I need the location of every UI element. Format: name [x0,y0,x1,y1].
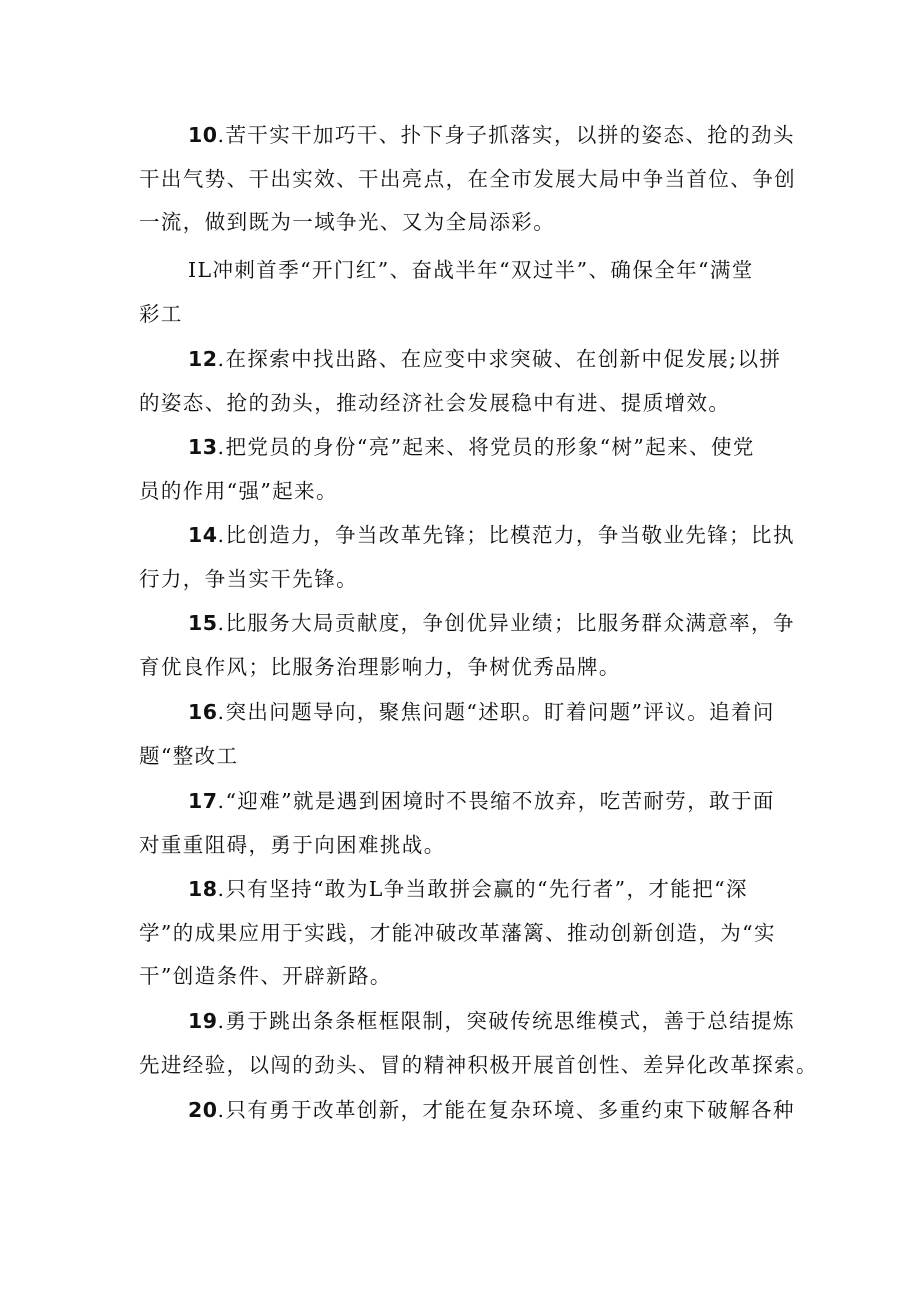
paragraph-line: 彩工 [139,301,183,326]
paragraph-line: 干”创造条件、开辟新路。 [139,964,392,988]
paragraph-number: 17 [188,789,218,813]
paragraph-number: 19 [188,1009,218,1033]
paragraph-number: 20 [188,1098,218,1122]
line-text: .把党员的身份“亮”起来、将党员的形象“树”起来、使党 [217,435,755,459]
paragraph-number: 18 [188,877,218,901]
paragraph-13 [139,426,799,513]
line-text: .苦干实干加巧干、扑下身子抓落实，以拼的姿态、抢的劲头 [217,123,795,147]
line-text: .勇于跳出条条框框限制，突破传统思维模式，善于总结提炼 [217,1009,795,1033]
paragraph-line: 员的作用“强”起来。 [139,478,338,503]
paragraph-line [139,691,799,735]
paragraph-line [139,1089,799,1133]
line-text: .比服务大局贡献度，争创优异业绩；比服务群众满意率，争 [217,611,795,635]
line-text: .只有勇于改革创新，才能在复杂环境、多重约束下破解各种 [217,1098,795,1122]
paragraph-15 [139,602,799,689]
paragraph-line: IL冲刺首季“开门红”、奋战半年“双过半”、确保全年“满堂 [188,258,754,282]
line-text: .“迎难”就是遇到困境时不畏缩不放弃，吃苦耐劳，敢于面 [217,789,775,813]
paragraph-number: 16 [188,700,218,724]
paragraph-number: 13 [188,435,218,459]
paragraph-line: 学”的成果应用于实践，才能冲破改革藩篱、推动创新创造，为“实 [139,920,776,945]
line-text: .比创造力，争当改革先锋；比模范力，争当敬业先锋；比执 [217,523,795,547]
paragraph-number: 15 [188,611,218,635]
paragraph-line [139,780,799,824]
line-text: .只有坚持“敢为L争当敢拼会赢的“先行者”，才能把“深 [217,877,748,901]
paragraph-number: 10 [188,123,218,147]
paragraph-line: 一流，做到既为一域争光、又为全局添彩。 [139,210,556,234]
paragraph-line [139,514,799,558]
paragraph-12 [139,338,799,425]
paragraph-line [139,114,799,158]
paragraph-14 [139,514,799,601]
paragraph-line: 对重重阻碍，勇于向困难挑战。 [139,832,446,857]
paragraph-19 [139,1000,818,1087]
paragraph-line: 育优良作风；比服务治理影响力，争树优秀品牌。 [139,654,621,679]
paragraph-18 [139,868,799,999]
paragraph-line: 干出气势、干出实效、干出亮点，在全市发展大局中争当首位、争创 [139,166,796,191]
paragraph-number: 12 [188,347,218,371]
paragraph-16 [139,691,799,778]
line-text: .在探索中找出路、在应变中求突破、在创新中促发展;以拼 [217,347,782,371]
paragraph-line [139,868,799,912]
paragraph-line: 先进经验，以闯的劲头、冒的精神积极开展首创性、差异化改革探索。 [139,1052,818,1077]
paragraph-number: 14 [188,523,218,547]
line-text: .突出问题导向，聚焦问题“述职。盯着问题”评议。追着问 [217,700,775,724]
paragraph-line: 题“整改工 [139,743,239,768]
paragraph-line: 的姿态、抢的劲头，推动经济社会发展稳中有进、提质增效。 [139,390,731,415]
paragraph-10 [139,114,799,245]
paragraph-17 [139,780,799,867]
paragraph-line [139,602,799,646]
paragraph-line: 行力，争当实干先锋。 [139,566,358,591]
paragraph-20 [139,1089,799,1133]
paragraph-line [139,338,799,382]
paragraph-line [139,1000,799,1044]
paragraph-line [139,426,799,470]
paragraph-11 [139,249,799,336]
